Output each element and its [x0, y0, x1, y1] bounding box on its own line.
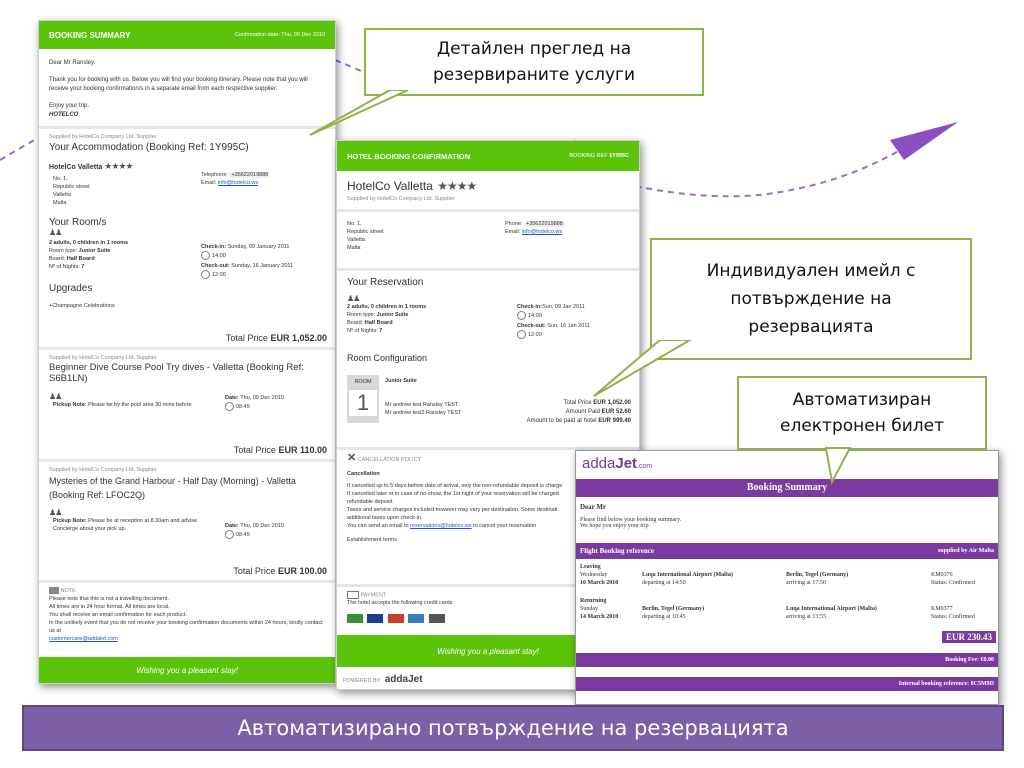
card-logo-icon	[347, 614, 363, 623]
acc-room-type: Junior Suite	[78, 248, 111, 254]
room-number: 1	[349, 390, 377, 416]
acc-address-line: Valletta	[53, 192, 71, 198]
dive-title: Beginner Dive Course Pool Try dives - Valletta (Booking Ref: S6B1LN)	[49, 362, 304, 384]
summary-footer	[39, 657, 335, 683]
clock-icon	[225, 402, 234, 411]
hotel-nights-label: Nº of Nights:	[347, 328, 378, 334]
hotel-occupancy: 2 adults, 0 children in 1 rooms	[347, 304, 427, 310]
ticket-dear: Dear Mr	[580, 503, 607, 511]
dive-time: 08:45	[236, 403, 250, 410]
ticket-line: We hope you enjoy your trip	[580, 523, 649, 529]
hotel-checkin-time: 14:00	[528, 312, 542, 319]
acc-occupancy: 2 adults, 0 children in 1 rooms	[49, 240, 129, 246]
credit-card-icon	[347, 591, 359, 599]
acc-checkout-time: 12:00	[212, 271, 226, 278]
hotel-address-line: Valletta	[347, 237, 365, 243]
hotel-paid-label: Amount Paid	[565, 409, 600, 415]
acc-email-label: Email:	[201, 180, 217, 186]
hotel-contact	[337, 212, 639, 268]
harbour-date: Thu, 09 Dec 2010	[240, 523, 284, 529]
ticket-title: Booking Summary	[746, 482, 828, 493]
hotel-board-label: Board:	[347, 320, 364, 326]
acc-nights: 7	[81, 264, 85, 270]
acc-nights-label: Nº of Nights:	[49, 264, 80, 270]
returning-status: Status: Confirmed	[931, 614, 975, 620]
hotel-checkout: Sun, 16 Jan 2011	[547, 323, 590, 329]
hotel-checkin: Sun, 09 Jan 2011	[542, 304, 585, 310]
room-label: ROOM	[354, 379, 372, 385]
callout-detailed-review	[364, 28, 704, 96]
harbour-total: EUR 100.00	[277, 566, 327, 576]
hotel-phone-label: Phone:	[505, 221, 523, 227]
leaving-date: 10 March 2010	[580, 580, 619, 586]
callout-e-ticket	[737, 376, 987, 450]
amex-logo-icon	[408, 614, 424, 623]
harbour-pickup: Please be at reception at 8.30am and advise Concierge about your pick up.	[53, 518, 198, 532]
hotel-header-title: HOTEL BOOKING CONFIRMATION	[347, 151, 471, 161]
acc-supplied: Supplied by HotelCo Company Ltd. Supplier	[49, 134, 157, 140]
leaving-flight: KM0376	[931, 572, 953, 578]
returning-day: Sunday	[580, 606, 598, 612]
returning-arriving: arriving at 13:55	[786, 614, 826, 620]
acc-stars: ★★★★	[104, 161, 133, 171]
leaving-status: Status: Confirmed	[931, 580, 975, 586]
hotel-nights: 7	[379, 328, 383, 334]
hotel-name: HotelCo Valletta	[347, 179, 433, 193]
payment-title: PAYMENT	[360, 592, 387, 599]
clock-icon	[201, 270, 210, 279]
people-icon: ♟♟	[49, 228, 62, 237]
hotel-header-ref-label: BOOKING REF	[569, 153, 608, 159]
cancel-email-link[interactable]: reservations@hotelco.ws	[410, 523, 472, 529]
dive-total: EUR 110.00	[278, 445, 327, 455]
leaving-day: Wednesday	[580, 572, 608, 578]
dive-date: Thu, 09 Dec 2010	[240, 395, 284, 401]
acc-room-type-label: Room type:	[49, 248, 78, 254]
hotel-checkout-time: 12:00	[528, 331, 542, 338]
hotel-total-label: Total Price	[563, 400, 592, 406]
harbour-title: Mysteries of the Grand Harbour - Half Day (Morning) - Valletta (Booking Ref: LFOC2Q)	[49, 476, 296, 500]
ticket-logo-a: adda	[582, 455, 616, 472]
acc-checkin-time: 14:00	[212, 252, 226, 259]
note-line: In the unlikely event that you do not receive your booking confirmation documents within 24 hours, kindly contact us at	[49, 620, 323, 634]
cancel-line: Taxes and service charges included however may vary per destination. Some destinati	[347, 507, 558, 513]
acc-checkout-label: Check-out:	[201, 263, 230, 269]
acc-total-label: Total Price	[225, 333, 268, 343]
powered-by: POWERED BY	[343, 678, 381, 684]
hotel-at-hotel: EUR 999.40	[598, 418, 631, 424]
harbour-section	[39, 462, 335, 580]
hotel-stars: ★★★★	[437, 179, 477, 193]
ticket-logo	[576, 451, 998, 479]
callout-pointer	[590, 340, 700, 400]
acc-board-label: Board:	[49, 256, 66, 262]
summary-sign: HOTELCO	[49, 112, 79, 118]
flight-supplier: supplied by Air Malta	[937, 548, 994, 554]
room-config-title: Room Configuration	[347, 353, 428, 363]
acc-address-line: Malta	[53, 200, 67, 206]
harbour-time: 08:45	[236, 531, 250, 538]
note-line: Please note that this is not a travelling document.	[49, 596, 169, 602]
hotel-address-line: Malta	[347, 245, 361, 251]
summary-header-title: BOOKING SUMMARY	[49, 30, 131, 40]
summary-header-date: Confirmation date: Thu, 09 Dec 2010	[234, 32, 325, 38]
clock-icon	[517, 311, 526, 320]
booking-summary-email	[38, 20, 336, 684]
dive-date-label: Date:	[225, 395, 239, 401]
cancel-line: refundable deposit.	[347, 499, 394, 505]
hotel-room-type-label: Room type:	[347, 312, 376, 318]
flight-ref-label: Flight Booking reference	[580, 547, 655, 555]
fee-bar	[576, 653, 998, 667]
returning-to: Luqa International Airport (Malta)	[786, 606, 877, 612]
hotel-header	[337, 141, 639, 171]
acc-checkin: Sunday, 09 January 2011	[227, 244, 290, 250]
hotel-paid: EUR 52.60	[601, 409, 631, 415]
dive-pickup: Please be by the pool area 30 mins before	[88, 402, 192, 408]
hotel-phone[interactable]: +35622019888	[525, 221, 563, 227]
note-label: NOTE	[60, 588, 76, 594]
hotel-email-label: Email:	[505, 229, 521, 235]
addajet-logo: addaJet	[384, 674, 423, 685]
acc-checkout: Sunday, 16 January 2011	[231, 263, 294, 269]
dive-section	[39, 350, 335, 459]
acc-total: EUR 1,052.00	[270, 333, 327, 343]
clock-icon	[517, 330, 526, 339]
hotel-address-line: No. 1,	[347, 221, 362, 227]
hotel-email-link[interactable]: info@hotelco.ws	[521, 229, 563, 235]
leaving-from: Luqa International Airport (Malta)	[642, 572, 733, 578]
guest-name: Mr andrew test2 Ransley TEST	[385, 410, 462, 416]
hotel-supplied: Supplied by HotelCo Company Ltd. Supplier	[347, 196, 455, 202]
acc-telephone-label: Telephone:	[201, 172, 228, 178]
leaving-departing: departing at 14:50	[642, 580, 686, 586]
cancel-title: CANCELLATION POLICY	[357, 457, 422, 463]
acc-board: Half Board	[66, 256, 95, 262]
ticket-total: EUR 230.43	[942, 631, 996, 643]
internal-ref: Internal booking reference: 8C5M9D	[898, 681, 994, 687]
cancel-line: additional taxes upon check-in.	[347, 515, 423, 521]
note-line: All times are in 24 hour format. All times are local.	[49, 604, 170, 610]
visa-logo-icon	[367, 614, 383, 623]
dive-supplied: Supplied by HotelCo Company Ltd. Supplier	[49, 355, 157, 361]
cancel-line: If cancelled up to 5 days before date of arrival, only the non-refundable deposit is charge	[347, 483, 563, 489]
people-icon: ♟♟	[49, 392, 62, 401]
hotel-checkin-label: Check-in:	[517, 304, 543, 310]
flight-ref-bar	[576, 543, 998, 559]
note-section	[39, 583, 335, 657]
room-box	[347, 375, 379, 423]
leaving-arriving: arriving at 17:50	[786, 580, 826, 586]
clock-icon	[201, 251, 210, 260]
upgrades-title: Upgrades	[49, 283, 93, 294]
leaving-row	[576, 563, 998, 593]
clock-icon	[225, 530, 234, 539]
hotel-at-hotel-label: Amount to be paid at hotel	[526, 418, 597, 424]
ticket-line: Please find below your booking summary.	[580, 517, 682, 523]
note-email-link[interactable]: customercare@addalet.com	[49, 636, 118, 642]
internal-ref-bar	[576, 677, 998, 691]
payment-text: The hotel accepts the following credit cards	[347, 600, 453, 607]
banner-text: Автоматизирано потвърждение на резервацията	[237, 716, 789, 740]
reservation-title: Your Reservation	[347, 277, 424, 288]
acc-email-link[interactable]: info@hotelco.ws	[217, 180, 259, 186]
returning-date: 14 March 2010	[580, 614, 619, 620]
mastercard-logo-icon	[388, 614, 404, 623]
returning-flight: KM0377	[931, 606, 953, 612]
harbour-date-label: Date:	[225, 523, 239, 529]
ticket-logo-b: Jet	[615, 455, 638, 472]
returning-from: Berlin, Tegel (Germany)	[642, 606, 705, 612]
establishment-terms[interactable]: Establishment terms	[347, 537, 397, 543]
hotel-total: EUR 1,052.00	[593, 400, 631, 406]
hotel-board: Half Board	[364, 320, 393, 326]
acc-hotel-name: HotelCo Valletta	[49, 164, 103, 171]
hotel-checkout-label: Check-out:	[517, 323, 546, 329]
harbour-supplied: Supplied by HotelCo Company Ltd. Supplier	[49, 467, 157, 473]
people-icon: ♟♟	[49, 508, 62, 517]
acc-address-line: Republic street	[53, 184, 90, 190]
hotel-room-type: Junior Suite	[376, 312, 409, 318]
dive-total-label: Total Price	[233, 445, 276, 455]
hotel-footer-text: Wishing you a pleasant stay!	[437, 646, 539, 656]
guest-name: Mr andrew test Ransley TEST	[385, 402, 459, 408]
diners-logo-icon	[429, 614, 445, 623]
leaving-to: Berlin, Tegel (Germany)	[786, 572, 849, 578]
summary-greeting: Dear Mr Ransley,	[49, 60, 96, 66]
people-icon: ♟♟	[347, 294, 360, 303]
upgrade-item: +Champagne Celebrations	[49, 303, 115, 309]
ticket-logo-c: .com	[637, 463, 653, 470]
callout-pointer	[300, 90, 410, 140]
hotel-address-line: Republic street	[347, 229, 384, 235]
harbour-total-label: Total Price	[233, 566, 276, 576]
leaving-label: Leaving	[580, 564, 601, 570]
rooms-title: Your Room/s	[49, 217, 107, 228]
accommodation-section	[39, 129, 335, 347]
summary-intro: Thank you for booking with us. Below you will find your booking itinerary. Please note that you will receive your booking confirmation/s in a separate email from each respective supplier.	[49, 77, 308, 92]
summary-header	[39, 21, 335, 49]
e-ticket-email	[575, 450, 999, 705]
booking-fee: Booking Fee: €0.00	[945, 657, 994, 663]
summary-footer-text: Wishing you a pleasant stay!	[136, 665, 238, 675]
cancel-line: You can send an email to	[347, 523, 409, 529]
dive-pickup-label: Pickup Note:	[53, 402, 87, 408]
callout-e-ticket-text: Автоматизиран електронен билет	[780, 390, 944, 436]
hotel-header-ref: 1Y995C	[609, 153, 629, 159]
callout-pointer	[820, 446, 860, 486]
callout-individual-email-text: Индивидуален имейл с потвърждение на резервацията	[706, 261, 916, 337]
returning-row	[576, 597, 998, 627]
cancel-line: to cancel your reservation	[473, 523, 537, 529]
note-icon	[49, 587, 59, 594]
summary-enjoy: Enjoy your trip.	[49, 103, 90, 109]
note-line: You shall receive an email confirmation for each product.	[49, 612, 187, 618]
cancel-heading: Cancellation	[347, 471, 380, 477]
harbour-pickup-label: Pickup Note:	[53, 518, 87, 524]
acc-checkin-label: Check-in:	[201, 244, 227, 250]
acc-telephone[interactable]: +35622019888	[231, 172, 269, 178]
callout-detailed-review-text: Детайлен преглед на резервираните услуги	[432, 39, 636, 85]
returning-label: Returning	[580, 598, 607, 604]
close-icon: ✕	[347, 452, 357, 464]
room-name: Junior Suite	[385, 378, 417, 384]
acc-title: Your Accommodation (Booking Ref: 1Y995C)	[49, 142, 249, 153]
cancel-line: If cancelled later or in case of no-show, the 1st night of your reservation will be charged	[347, 491, 559, 497]
acc-address-line: No. 1,	[53, 176, 68, 182]
bottom-banner	[22, 705, 1004, 751]
returning-departing: departing at 10:45	[642, 614, 686, 620]
ticket-title-bar	[576, 479, 998, 497]
